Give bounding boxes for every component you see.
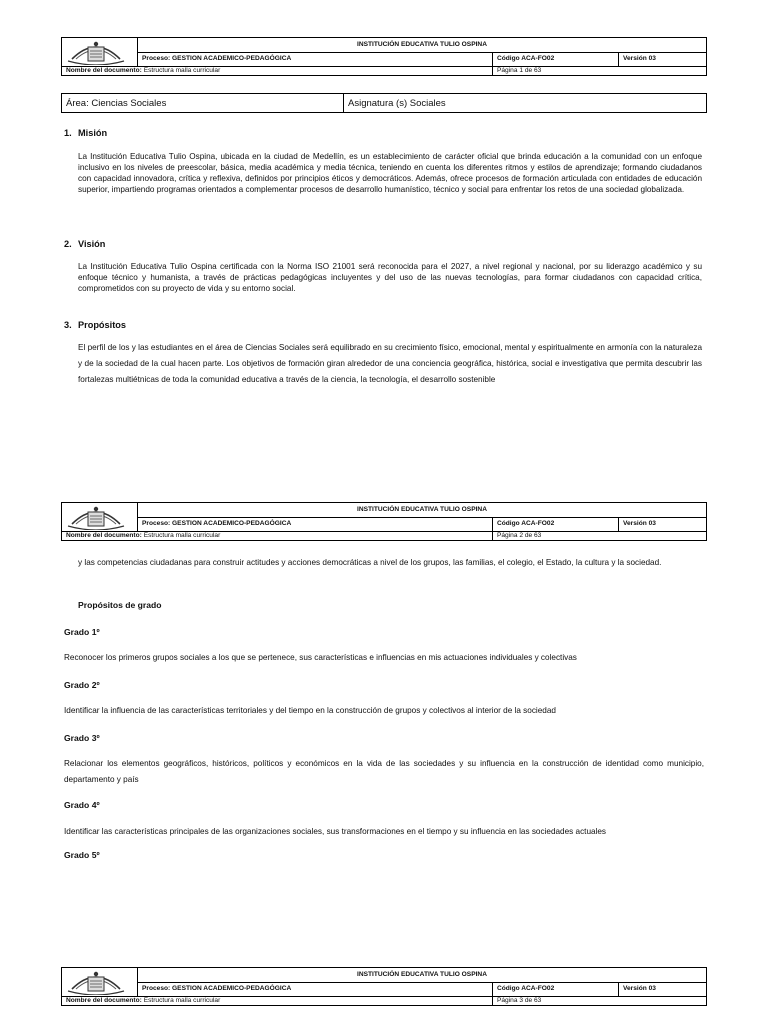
- grade-1-title: Grado 1º: [64, 627, 100, 637]
- grade-5-title: Grado 5º: [64, 850, 100, 860]
- process-name: Proceso: GESTION ACADEMICO-PEDAGÓGICA: [138, 517, 493, 532]
- crest-icon: [66, 969, 126, 995]
- document-version: Versión 03: [618, 517, 706, 532]
- grade-3-title: Grado 3º: [64, 733, 100, 743]
- area-cell: Área: Ciencias Sociales: [62, 94, 344, 113]
- crest-icon: [66, 504, 126, 530]
- institution-logo: [62, 38, 138, 67]
- propositos-continuation: y las competencias ciudadanas para construir actitudes y acciones democráticas a nivel de los grupos, las familias, el colegio, el Estado, la cultura y la sociedad.: [78, 558, 662, 567]
- process-name: Proceso: GESTION ACADEMICO-PEDAGÓGICA: [138, 982, 493, 997]
- process-name: Proceso: GESTION ACADEMICO-PEDAGÓGICA: [138, 52, 493, 67]
- institution-logo: [62, 503, 138, 532]
- grade-3-text: Relacionar los elementos geográficos, históricos, políticos y económicos en la vida de las sociedades y su influencia en la construcción de identidad como municipio, departamento y país: [64, 759, 704, 784]
- page-number: Página 1 de 63: [492, 67, 706, 76]
- document-header-page-1: [61, 37, 707, 76]
- institution-name: INSTITUCIÓN EDUCATIVA TULIO OSPINA: [138, 503, 707, 518]
- area-subject-table: [61, 93, 707, 113]
- section-title-propositos: 3. Propósitos: [64, 320, 126, 330]
- document-code: Código ACA-FO02: [492, 517, 618, 532]
- document-name: Nombre del documento: Estructura malla curricular: [62, 532, 493, 541]
- section-title-mision: 1. Misión: [64, 128, 108, 138]
- institution-name: INSTITUCIÓN EDUCATIVA TULIO OSPINA: [138, 38, 707, 53]
- section-title-vision: 2. Visión: [64, 239, 106, 249]
- grade-4-title: Grado 4º: [64, 800, 100, 810]
- subject-cell: Asignatura (s) Sociales: [344, 94, 707, 113]
- document-name: Nombre del documento: Estructura malla curricular: [62, 67, 493, 76]
- grade-purposes-title: Propósitos de grado: [78, 600, 162, 610]
- crest-icon: [66, 39, 126, 65]
- document-header-page-3: [61, 967, 707, 1006]
- grade-2-title: Grado 2º: [64, 680, 100, 690]
- mision-text: La Institución Educativa Tulio Ospina, ubicada en la ciudad de Medellín, es un establecimiento de carácter oficial que brinda educación a la comunidad con un enfoque inclusivo en los niveles de preescolar, básica, media académica y media técnica, teniendo en cuenta los diferentes ritmos y estilos de aprendizaje; formando ciudadanos con capacidad innovadora, crítica y reflexiva, definidos por principios éticos y democráticos. Además, ofrece procesos de formación articulada con entidades de educación superior, impartiendo programas orientados a complementar procesos de desarrollo humanístico, técnico y social para enfrentar los retos de una sociedad globalizada.: [78, 152, 702, 194]
- page-number: Página 2 de 63: [492, 532, 706, 541]
- document-version: Versión 03: [618, 52, 706, 67]
- grade-4-text: Identificar las características principales de las organizaciones sociales, sus transformaciones en el tiempo y su influencia en las sociedades actuales: [64, 827, 607, 836]
- grade-2-text: Identificar la influencia de las características territoriales y del tiempo en la construcción de grupos y colectivos al interior de la sociedad: [64, 706, 556, 715]
- document-header-page-2: [61, 502, 707, 541]
- page-number: Página 3 de 63: [492, 997, 706, 1006]
- vision-text: La Institución Educativa Tulio Ospina certificada con la Norma ISO 21001 será reconocida para el 2027, a nivel regional y nacional, por su liderazgo académico y su enfoque técnico y humanista, a través de prácticas pedagógicas incluyentes y del uso de las nuevas tecnologías, para formar ciudadanos con capacidad crítica, comprometidos con su proyecto de vida y su entorno social.: [78, 262, 702, 293]
- document-version: Versión 03: [618, 982, 706, 997]
- document-name: Nombre del documento: Estructura malla curricular: [62, 997, 493, 1006]
- propositos-text: El perfil de los y las estudiantes en el área de Ciencias Sociales será equilibrado en su crecimiento físico, emocional, mental y espiritualmente en armonía con la naturaleza y de la sociedad de la cual hacen parte. Los objetivos de formación giran alrededor de una conciencia geográfica, histórica, social e investigativa que permita descubrir las fortalezas multiétnicas de toda la comunidad educativa a través de la ciencia, la tecnología, el desarrollo sostenible: [78, 343, 702, 384]
- institution-name: INSTITUCIÓN EDUCATIVA TULIO OSPINA: [138, 968, 707, 983]
- grade-1-text: Reconocer los primeros grupos sociales a los que se pertenece, sus características e influencias en mis actuaciones individuales y colectivas: [64, 653, 577, 662]
- institution-logo: [62, 968, 138, 997]
- document-code: Código ACA-FO02: [492, 982, 618, 997]
- document-code: Código ACA-FO02: [492, 52, 618, 67]
